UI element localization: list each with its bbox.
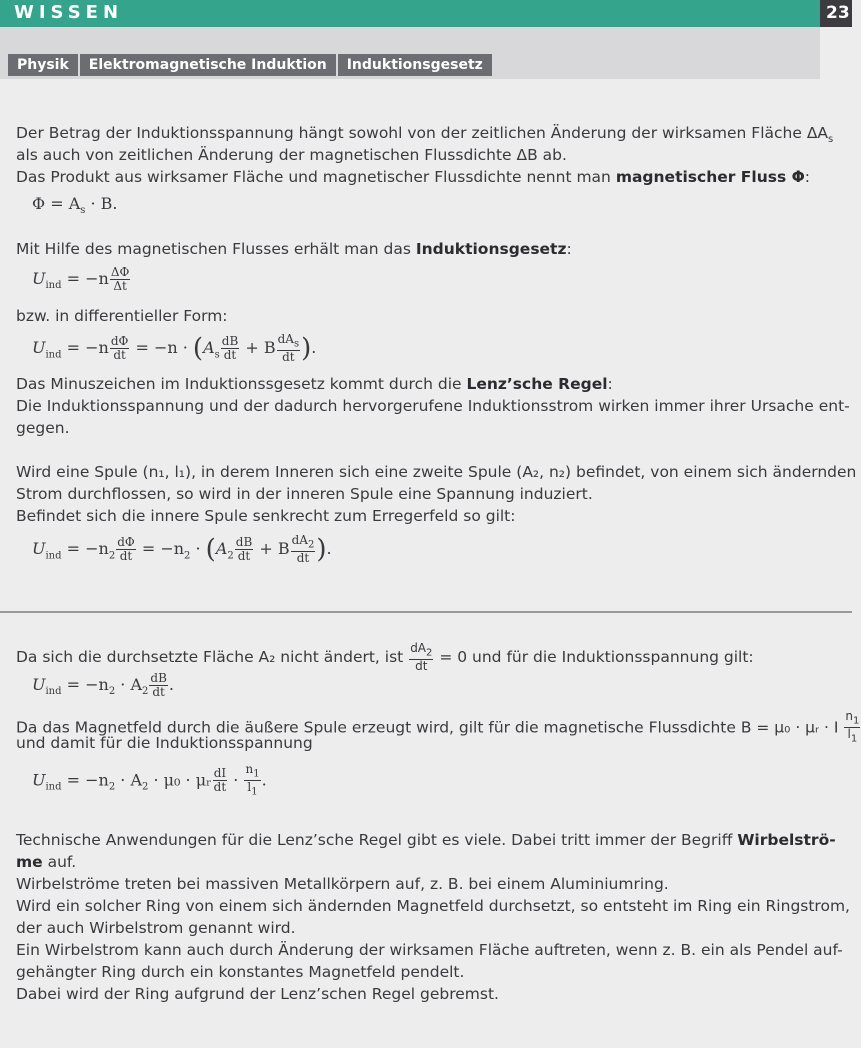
paragraph-3: bzw. in differentieller Form: <box>16 307 228 325</box>
paragraph-9-line-8: Dabei wird der Ring aufgrund der Lenz’schen Regel gebremst. <box>16 985 499 1003</box>
paragraph-4: Das Minuszeichen im Induktionssgesetz kommt durch die Lenz’sche Regel: <box>16 375 613 393</box>
formula-inner-coil: $U_{ind} = -n_2$ $\frac{d\Phi}{dt}$ = $-n_2 \cdot (A_2$ $\frac{dB}{dt}$ + B $\frac{dA_2}{dt}$ ). <box>32 533 332 566</box>
breadcrumb <box>8 54 494 76</box>
paragraph-2: Mit Hilfe des magnetischen Flusses erhält man das Induktionsgesetz: <box>16 240 572 258</box>
paragraph-9-line-7: gehängter Ring durch ein konstantes Magnetfeld pendelt. <box>16 963 465 981</box>
formula-constant-area: $U_{ind} = -n_2 \cdot A_2$ $\frac{dB}{dt}$ . <box>32 671 174 699</box>
section-divider <box>0 611 852 613</box>
formula-induction-law: $U_{ind} = -n$ $\frac{\Delta\Phi}{\Delta t}$ <box>32 265 130 293</box>
paragraph-5-line-1: Die Induktionsspannung und der dadurch hervorgerufene Induktionsstrom wirken immer ihrer Ursache ent- <box>16 397 850 415</box>
paragraph-1-line-2: als auch von zeitlichen Änderung der magnetischen Flussdichte ΔB ab. <box>16 146 567 164</box>
paragraph-1-line-3: Das Produkt aus wirksamer Fläche und magnetischer Flussdichte nennt man magnetischer Fluss Φ: <box>16 168 810 186</box>
formula-differential: $U_{ind} = -n$ $\frac{d\Phi}{dt}$ = $-n \cdot (A_s$ $\frac{dB}{dt}$ + B $\frac{dA_s}{dt}$ ). <box>32 332 317 365</box>
paragraph-9-line-5: der auch Wirbelstrom genannt wird. <box>16 919 296 937</box>
formula-final: $U_{ind} = -n_2 \cdot A_2 \cdot \mu_0$ · μᵣ $\frac{dI}{dt}$ · $\frac{n_1}{l_1}$ . <box>32 762 267 798</box>
section-title: WISSEN <box>14 2 124 23</box>
paragraph-1-line-1: Der Betrag der Induktionsspannung hängt sowohl von der zeitlichen Änderung der wirksamen Fläche $\Delta A_s$ <box>16 124 834 146</box>
formula-flux: $\Phi = A_s \cdot B$. <box>32 194 118 217</box>
paragraph-6-line-1: Wird eine Spule (n₁, l₁), in derem Inneren sich eine zweite Spule (A₂, n₂) befindet, von einem sich ändernden <box>16 463 857 481</box>
paragraph-8-line-1: Da das Magnetfeld durch die äußere Spule erzeugt wird, gilt für die magnetische Flussdichte B = μ₀ · μᵣ · I $\frac{n_1}{l_1}$ <box>16 709 860 745</box>
paragraph-9-line-2: me auf. <box>16 853 77 871</box>
breadcrumb-induktion[interactable]: Elektromagnetische Induktion <box>80 54 336 76</box>
paragraph-8-line-2: und damit für die Induktionsspannung <box>16 734 313 752</box>
paragraph-6-line-3: Befindet sich die innere Spule senkrecht zum Erregerfeld so gilt: <box>16 507 516 525</box>
paragraph-9-line-4: Wird ein solcher Ring von einem sich ändernden Magnetfeld durchsetzt, so entsteht im Ring ein Ringstrom, <box>16 897 850 915</box>
paragraph-9-line-1: Technische Anwendungen für die Lenz’sche Regel gibt es viele. Dabei tritt immer der Begriff Wirbelströ- <box>16 831 836 849</box>
paragraph-6-line-2: Strom durchflossen, so wird in der inneren Spule eine Spannung induziert. <box>16 485 593 503</box>
breadcrumb-induktionsgesetz[interactable]: Induktionsgesetz <box>338 54 492 76</box>
breadcrumb-physik[interactable]: Physik <box>8 54 78 76</box>
paragraph-9-line-6: Ein Wirbelstrom kann auch durch Änderung der wirksamen Fläche auftreten, wenn z. B. ein als Pendel auf- <box>16 941 843 959</box>
page-number: 23 <box>820 0 852 27</box>
paragraph-7: Da sich die durchsetzte Fläche A₂ nicht ändert, ist $\frac{dA_2}{dt}$ = 0 und für die Induktionsspannung gilt: <box>16 641 754 674</box>
paragraph-9-line-3: Wirbelströme treten bei massiven Metallkörpern auf, z. B. bei einem Aluminiumring. <box>16 875 669 893</box>
paragraph-5-line-2: gegen. <box>16 419 70 437</box>
header-bar <box>0 0 820 27</box>
